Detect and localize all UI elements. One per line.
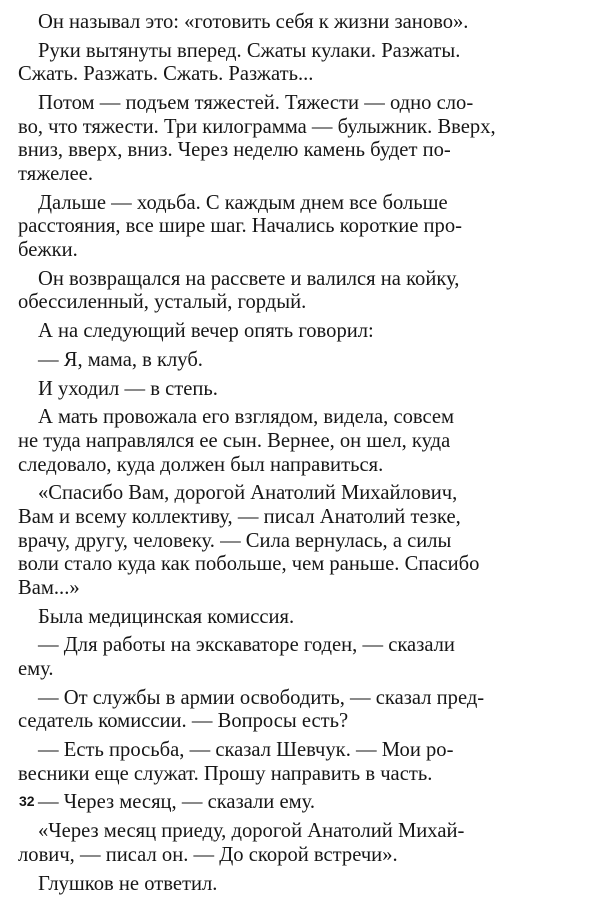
letter-quote: «Спасибо Вам, дорогой Анатолий Михайлович, Вам и всему коллективу, — писал Анатолий тезке, врачу, другу, человеку. — Сила вернулась, а силы воли стало куда как побольше, чем раньше. Спасибо Вам...» [18, 482, 480, 599]
paragraph: А на следующий вечер опять говорил: [38, 320, 374, 343]
dialogue-line: — Есть просьба, — сказал Шевчук. — Мои ро- весники еще служат. Прошу направить в часть. [18, 739, 454, 785]
dialogue-line: — Я, мама, в клуб. [38, 348, 203, 371]
paragraph: А мать провожала его взглядом, видела, совсем не туда направлялся ее сын. Вернее, он шел, куда следовало, куда должен был направиться. [18, 406, 455, 476]
page-number: 32 [19, 793, 35, 809]
dialogue-line: — Через месяц, — сказали ему. [38, 791, 316, 814]
paragraph: Руки вытянуты вперед. Сжаты кулаки. Разжаты. Сжать. Разжать. Сжать. Разжать... [18, 39, 461, 86]
paragraph: Он называл это: «готовить себя к жизни заново». [38, 11, 469, 33]
paragraph: Потом — подъем тяжестей. Тяжести — одно сло- во, что тяжести. Три килограмма — булыжник. Вверх, вниз, вверх, вниз. Через неделю камень будет по- тяжелее. [18, 92, 496, 185]
letter-quote: «Через месяц приеду, дорогой Анатолий Михай- лович, — писал он. — До скорой встречи». [18, 820, 465, 866]
paragraph: Была медицинская комиссия. [38, 605, 295, 628]
paragraph: Глушков не ответил. [38, 872, 218, 895]
body-text [18, 11, 584, 901]
dialogue-line: — Для работы на экскаваторе годен, — сказали ему. [18, 634, 455, 680]
dialogue-line: — От службы в армии освободить, — сказал пред- седатель комиссии. — Вопросы есть? [18, 686, 485, 733]
paragraph: Дальше — ходьба. С каждым днем все больше расстояния, все шире шаг. Начались короткие про- бежки. [18, 191, 463, 261]
paragraph: Он возвращался на рассвете и валился на койку, обессиленный, усталый, гордый. [18, 267, 460, 314]
paragraph: И уходил — в степь. [38, 377, 218, 400]
